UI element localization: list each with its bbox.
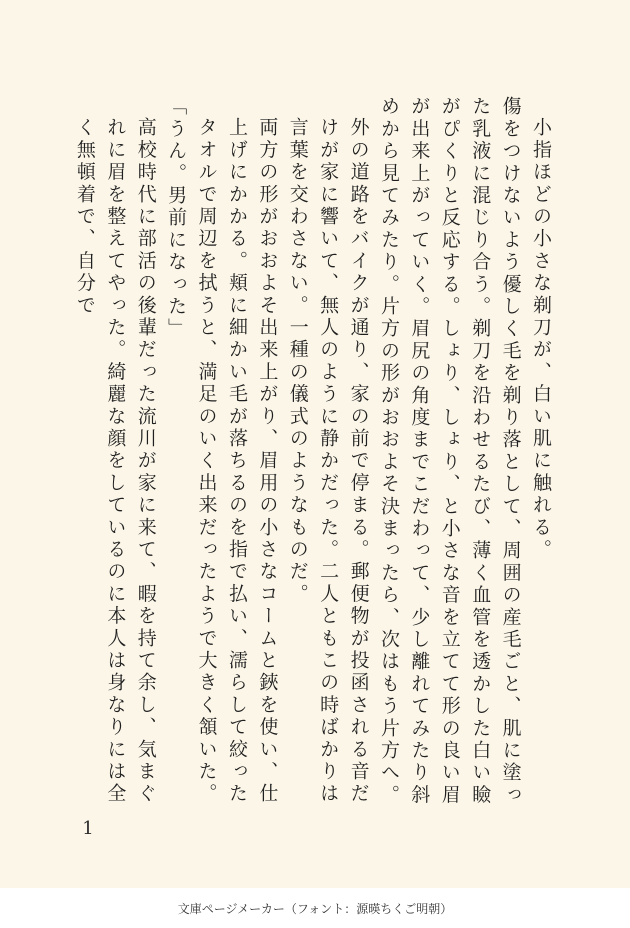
paragraph-5-dialogue: 「うん。男前になった」 bbox=[165, 96, 188, 341]
vertical-body-text bbox=[56, 96, 556, 816]
paragraph-6: 高校時代に部活の後輩だった流川が家に来て、暇を持て余し、気まぐれに眉を整えてやった。綺麗な顔をしているのに本人は身なりには全く無頓着で、自分で bbox=[73, 116, 157, 806]
paragraph-1: 小指ほどの小さな剃刀が、白い肌に触れる。 bbox=[530, 116, 552, 561]
paragraph-4: 両方の形がおおよそ出来上がり、眉用の小さなコームと鋏を使い、仕上げにかかる。頬に細かい毛が落ちるのを指で払い、濡らして絞ったタオルで周辺を拭うと、満足のいく出来だったようで大きく頷いた。 bbox=[195, 116, 279, 806]
page-number: 1 bbox=[82, 818, 94, 839]
footer-credit: 文庫ページメーカー（フォント：源暎ちくご明朝） bbox=[0, 888, 630, 928]
paragraph-2: 傷をつけないよう優しく毛を剃り落として、周囲の産毛ごと、肌に塗った乳液に混じり合う。剃刀を沿わせるたび、薄く血管を透かした白い瞼がぴくりと反応する。しょり、しょり、と小さな音を立てて形の良い眉が出来上がっていく。眉尻の角度までこだわって、少し離れてみたり斜めから見てみたり。片方の形がおおよそ決まったら、次はもう片方へ。 bbox=[377, 96, 522, 807]
paragraph-3: 外の道路をバイクが通り、家の前で停まる。郵便物が投函される音だけが家に響いて、無人のように静かだった。二人ともこの時ばかりは言葉を交わさない。一種の儀式のようなものだ。 bbox=[286, 116, 370, 806]
